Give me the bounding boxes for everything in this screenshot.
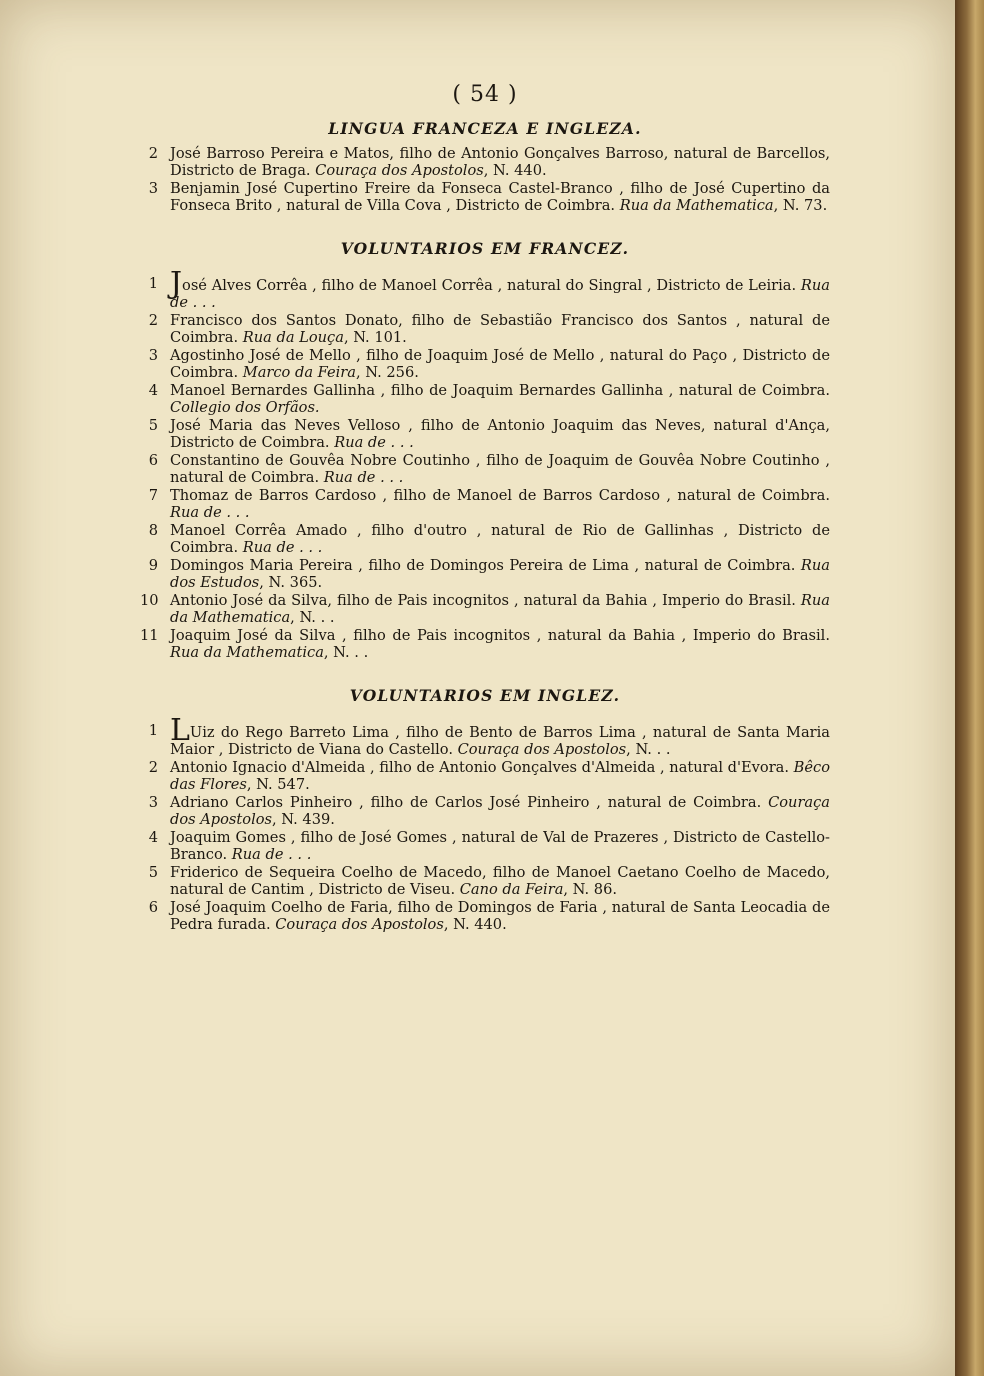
entry-number-suffix: , N. 440. <box>443 916 507 933</box>
entry-address: Rua de . . . <box>334 434 414 451</box>
list-item <box>140 864 830 898</box>
entry-number-suffix: , N. 547. <box>246 776 310 793</box>
entry-body <box>170 522 830 556</box>
entry-text: Friderico de Sequeira Coelho de Macedo, filho de Manoel Caetano Coelho de Macedo, natural de Cantim , Districto de Viseu. <box>170 864 830 898</box>
entry-body <box>170 347 830 381</box>
sections <box>140 120 830 933</box>
entry-address: Rua da Mathematica <box>170 592 830 626</box>
entry-address: Rua da Mathematica <box>170 644 324 661</box>
entry-number-suffix: , N. 365. <box>259 574 323 591</box>
entry-text: Manoel Bernardes Gallinha , filho de Joaquim Bernardes Gallinha , natural de Coimbra. <box>170 382 830 399</box>
entry-address: Couraça dos Apostolos <box>170 794 831 828</box>
entry-number: 9 <box>148 557 158 574</box>
entry-number-suffix: , N. . . <box>290 609 335 626</box>
entry-text: Thomaz de Barros Cardoso , filho de Manoel de Barros Cardoso , natural de Coimbra. <box>170 487 830 504</box>
entry-body <box>170 864 830 898</box>
entry-number: 2 <box>148 759 158 776</box>
entry-number: 3 <box>148 180 158 197</box>
entry-address: Couraça dos Apostolos <box>457 741 627 758</box>
entry-text: Uiz do Rego Barreto Lima , filho de Bento de Barros Lima , natural de Santa Maria Maior , Districto de Viana do Castello. <box>170 724 830 758</box>
entry-address: Bêco das Flores <box>170 759 830 793</box>
list-item <box>140 452 830 486</box>
entry-number: 5 <box>148 864 158 881</box>
entry-text: Constantino de Gouvêa Nobre Coutinho , filho de Joaquim de Gouvêa Nobre Coutinho , natural de Coimbra. <box>170 452 830 486</box>
entry-body <box>170 557 830 591</box>
list-item <box>140 312 830 346</box>
entry-number: 2 <box>148 312 158 329</box>
list-item <box>140 829 830 863</box>
section-heading: VOLUNTARIOS EM INGLEZ. <box>349 686 621 705</box>
entry-text: Benjamin José Cupertino Freire da Fonseca Castel-Branco , filho de José Cupertino da Fonseca Brito , natural de Villa Cova , Districto de Coimbra. <box>170 180 830 214</box>
page-content <box>140 72 830 934</box>
entry-number: 2 <box>148 145 158 162</box>
entry-address: Rua dos Estudos <box>170 557 830 591</box>
entry-number: 10 <box>140 592 159 609</box>
entry-number-suffix: , N. 256. <box>355 364 419 381</box>
entry-address: Rua da Louça <box>242 329 344 346</box>
entry-text: Joaquim José da Silva , filho de Pais incognitos , natural da Bahia , Imperio do Brasil. <box>170 627 830 644</box>
list-item <box>140 487 830 521</box>
entry-text: Antonio Ignacio d'Almeida , filho de Antonio Gonçalves d'Almeida , natural d'Evora. <box>170 759 790 776</box>
section-heading: VOLUNTARIOS EM FRANCEZ. <box>340 239 630 258</box>
entry-body <box>170 180 830 214</box>
book-edge <box>955 0 984 1376</box>
entry-body <box>170 382 830 416</box>
entry-address: Rua de . . . <box>170 277 831 311</box>
entry-number-suffix: , N. . . <box>626 741 671 758</box>
entry-address: Marco da Feira <box>242 364 356 381</box>
list-item <box>140 794 830 828</box>
entry-number: 4 <box>148 829 158 846</box>
entry-number: 8 <box>148 522 158 539</box>
entry-text: Joaquim Gomes , filho de José Gomes , natural de Val de Prazeres , Districto de Castello-Branco. <box>170 829 830 863</box>
list-item <box>140 592 830 626</box>
entry-number: 4 <box>148 382 158 399</box>
entry-number-suffix: , N. . . <box>323 644 369 661</box>
list-item <box>140 417 830 451</box>
entry-body <box>170 713 830 758</box>
entry-body <box>170 417 830 451</box>
entry-number: 3 <box>148 347 158 364</box>
entry-address: Cano da Feira <box>459 881 564 898</box>
entry-body <box>170 266 831 311</box>
entry-body <box>170 452 830 486</box>
entry-number: 1 <box>148 275 158 292</box>
entry-address: Couraça dos Apostolos <box>315 162 484 179</box>
list-item <box>140 759 830 793</box>
entry-address: Collegio dos Orfãos. <box>170 399 320 416</box>
entry-text: Francisco dos Santos Donato, filho de Sebastião Francisco dos Santos , natural de Coimbra. <box>170 312 830 346</box>
entry-number: 1 <box>148 722 158 739</box>
entry-body <box>170 312 830 346</box>
entry-address: Rua de . . . <box>242 539 323 556</box>
entry-address: Couraça dos Apostolos <box>275 916 444 933</box>
entry-text: Antonio José da Silva, filho de Pais incognitos , natural da Bahia , Imperio do Brasil. <box>170 592 796 609</box>
entry-number: 7 <box>148 487 158 504</box>
entry-text: Agostinho José de Mello , filho de Joaquim José de Mello , natural do Paço , Districto de Coimbra. <box>170 347 830 381</box>
list-item <box>140 557 830 591</box>
list-item <box>140 522 830 556</box>
list-item <box>140 899 830 933</box>
entry-text: osé Alves Corrêa , filho de Manoel Corrêa , natural do Singral , Districto de Leiria. <box>182 277 797 294</box>
entry-body <box>170 794 830 828</box>
list-item <box>140 627 830 661</box>
entry-body <box>170 627 830 661</box>
entry-body <box>170 759 830 793</box>
entry-text: José Joaquim Coelho de Faria, filho de Domingos de Faria , natural de Santa Leocadia de Pedra furada. <box>170 899 830 933</box>
entry-number-suffix: , N. 439. <box>272 811 335 828</box>
entry-text: Adriano Carlos Pinheiro , filho de Carlos José Pinheiro , natural de Coimbra. <box>170 794 762 811</box>
drop-cap: L <box>170 713 190 748</box>
entry-body <box>170 487 830 521</box>
entry-number: 6 <box>148 452 158 469</box>
list-item <box>140 382 830 416</box>
page-number: ( 54 ) <box>452 82 518 107</box>
entry-number-suffix: , N. 73. <box>773 197 828 214</box>
list-item <box>140 180 830 214</box>
entry-body <box>170 592 830 626</box>
entry-number: 11 <box>140 627 159 644</box>
list-item <box>140 145 830 179</box>
drop-cap: J <box>170 266 183 301</box>
entry-number-suffix: , N. 440. <box>483 162 547 179</box>
entry-body <box>170 145 830 179</box>
entry-address: Rua de . . . <box>323 469 404 486</box>
list-item <box>140 266 831 311</box>
list-item <box>140 713 830 758</box>
list-item <box>140 347 830 381</box>
entry-body <box>170 899 830 933</box>
entry-number-suffix: , N. 86. <box>563 881 618 898</box>
entry-text: Manoel Corrêa Amado , filho d'outro , natural de Rio de Gallinhas , Districto de Coimbra. <box>170 522 830 556</box>
entry-address: Rua da Mathematica <box>619 197 774 214</box>
entry-body <box>170 829 830 863</box>
entry-address: Rua de . . . <box>231 846 312 863</box>
entry-number: 6 <box>148 899 158 916</box>
section-heading: LINGUA FRANCEZA E INGLEZA. <box>328 119 642 138</box>
entry-text: José Barroso Pereira e Matos, filho de Antonio Gonçalves Barroso, natural de Barcellos, Districto de Braga. <box>170 145 830 179</box>
entry-text: Domingos Maria Pereira , filho de Domingos Pereira de Lima , natural de Coimbra. <box>170 557 796 574</box>
entry-number: 5 <box>148 417 158 434</box>
entry-address: Rua de . . . <box>170 504 250 521</box>
entry-number: 3 <box>148 794 158 811</box>
entry-text: José Maria das Neves Velloso , filho de Antonio Joaquim das Neves, natural d'Ança, Districto de Coimbra. <box>170 417 830 451</box>
entry-number-suffix: , N. 101. <box>343 329 407 346</box>
